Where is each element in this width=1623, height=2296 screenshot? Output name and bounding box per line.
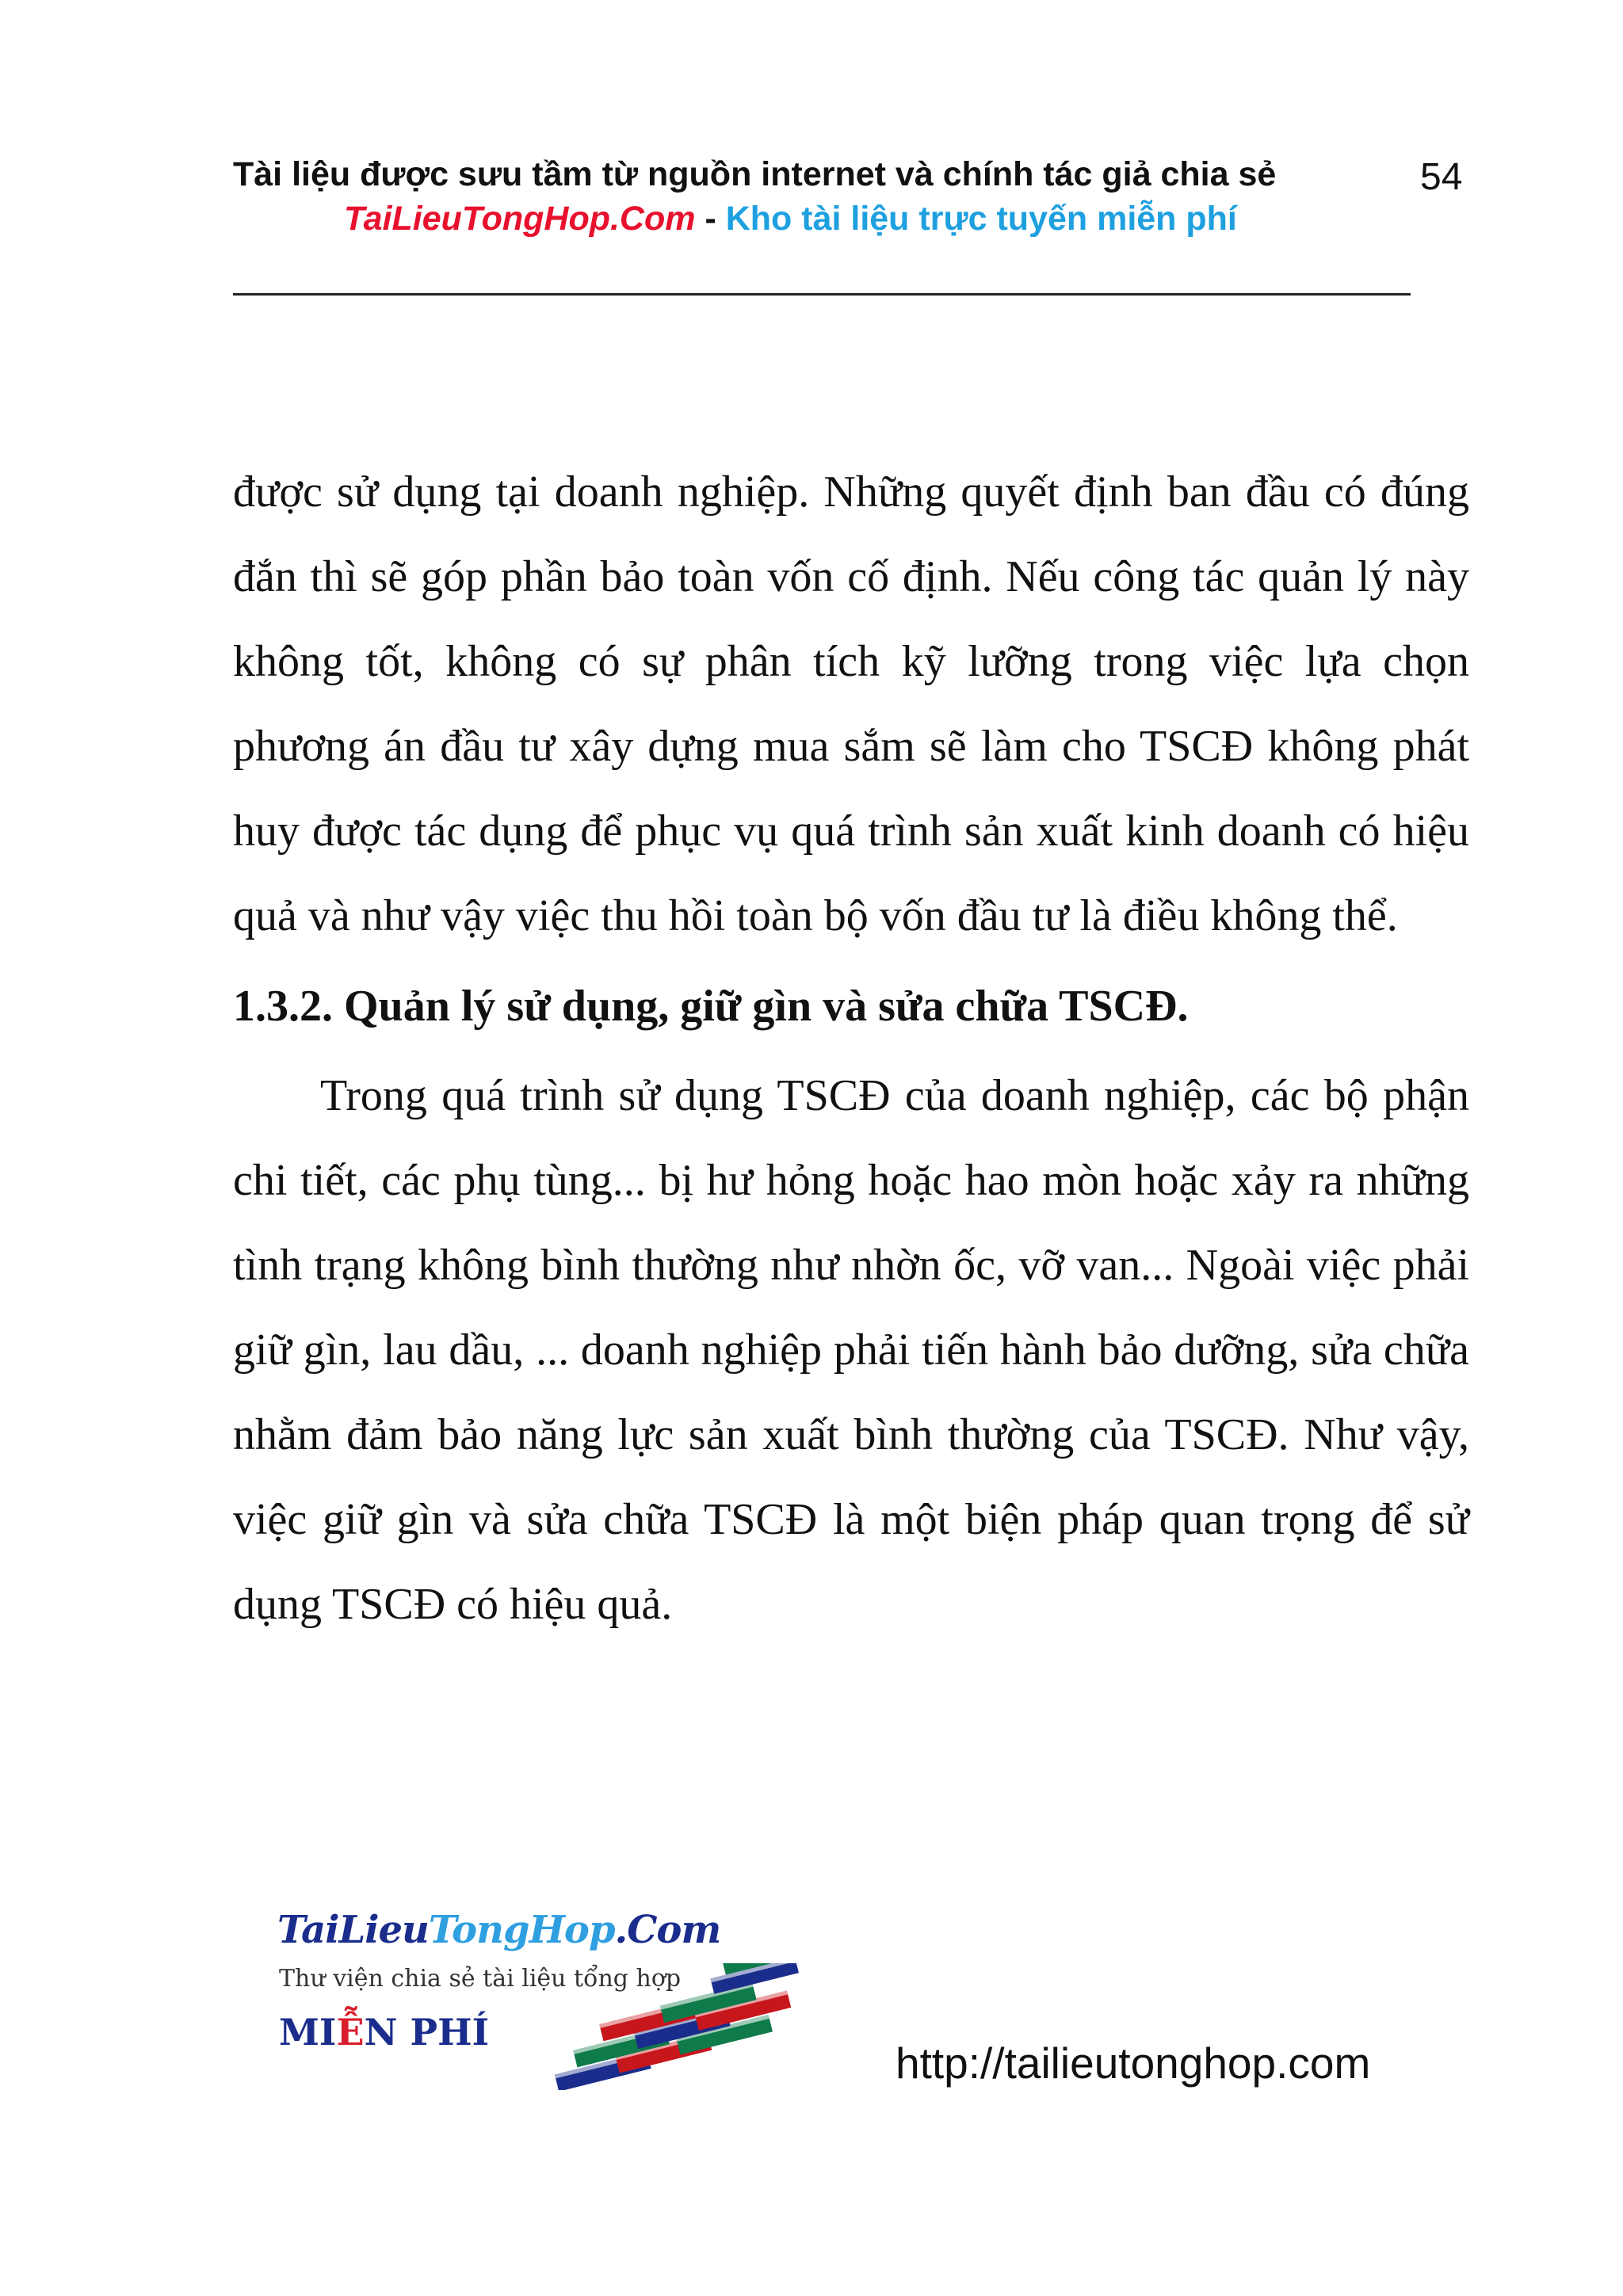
body-paragraph: Trong quá trình sử dụng TSCĐ của doanh nghiệp, các bộ phận chi tiết, các phụ tùng... bị hư hỏng hoặc hao mòn hoặc xảy ra những tình trạng không bình thường như nhờn ốc, vỡ van... Ngoài việc phải giữ gìn, lau dầu, ... doanh nghiệp phải tiến hành bảo dưỡng, sửa chữa nhằm đảm bảo năng lực sản xuất bình thường của TSCĐ. Như vậy, việc giữ gìn và sửa chữa TSCĐ là một biện pháp quan trọng để sử dụng TSCĐ có hiệu quả.	[233, 1071, 1469, 1629]
site-name-link[interactable]: TaiLieuTongHop.Com	[344, 200, 696, 238]
header-separator: -	[705, 200, 716, 238]
books-stack-icon	[515, 1963, 848, 2090]
logo-title-part: TaiLieu	[277, 1908, 429, 1952]
logo-title-part: TongHop	[428, 1908, 615, 1952]
footer-url-link[interactable]: http://tailieutonghop.com	[896, 2039, 1371, 2088]
site-tagline: Kho tài liệu trực tuyến miễn phí	[725, 200, 1237, 238]
header-divider	[233, 293, 1411, 296]
site-logo[interactable]	[277, 1908, 880, 2098]
logo-subtitle: Thư viện chia sẻ tài liệu tổng hợp	[279, 1965, 682, 1993]
logo-free-part: MI	[279, 2011, 337, 2054]
logo-title	[277, 1908, 720, 1952]
section-heading: 1.3.2. Quản lý sử dụng, giữ gìn và sửa chữa TSCĐ.	[233, 982, 1189, 1031]
header-site-line	[344, 200, 1237, 238]
header-source-line: Tài liệu được sưu tầm từ nguồn internet và chính tác giả chia sẻ	[233, 155, 1277, 193]
body-paragraph: được sử dụng tại doanh nghiệp. Những quyết định ban đầu có đúng đắn thì sẽ góp phần bảo toàn vốn cố định. Nếu công tác quản lý này không tốt, không có sự phân tích kỹ lưỡng trong việc lựa chọn phương án đầu tư xây dựng mua sắm sẽ làm cho TSCĐ không phát huy được tác dụng để phục vụ quá trình sản xuất kinh doanh có hiệu quả và như vậy việc thu hồi toàn bộ vốn đầu tư là điều không thể.	[233, 467, 1469, 940]
page-number: 54	[1420, 156, 1463, 198]
logo-free-label	[279, 2011, 489, 2054]
document-body	[233, 450, 1469, 1647]
logo-free-part: N PHÍ	[364, 2011, 490, 2054]
logo-title-part: .Com	[614, 1908, 721, 1952]
logo-free-part: Ễ	[336, 2011, 365, 2054]
